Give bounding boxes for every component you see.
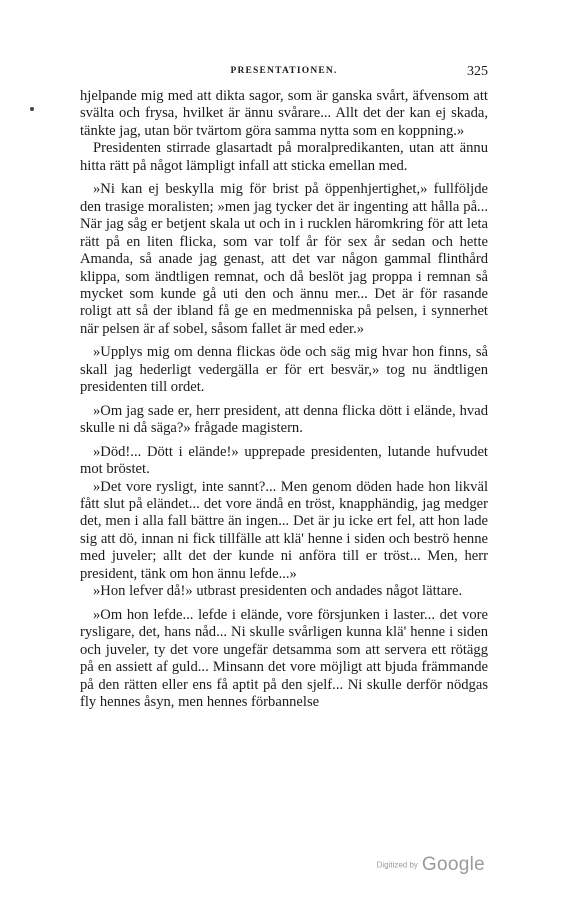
running-head [80, 64, 488, 84]
digitized-label: Digitized by [376, 860, 418, 870]
body-text [80, 88, 488, 711]
digitized-by-watermark [377, 854, 485, 876]
paragraph-president-stares: Presidenten stirrade glasartadt på moralpredikanten, utan att ännu hitta rätt på något lämpligt infall att sticka emellan med. [80, 140, 488, 174]
paragraph-moralist-speech: »Ni kan ej beskylla mig för brist på öppenhjertighet,» fullföljde den trasige moralisten; »men jag tycker det är ingenting att hålla på... När jag såg er betjent skala ut och in i rucklen häromkring för att leta rätt på en liten flicka, som var tolf år för sex år sedan och hette Amanda, så anade jag genast, att det var någon gammal flinthård klippa, som ändtligen remnat, och då beslöt jag proppa i remnan så mycket som kunde gå uti den och ännu mer... Det är för rasande roligt att så der ibland få ge en medmenniska på pelsen, i synnerhet när pelsen är af sobel, såsom fallet är med eder.» [80, 181, 488, 337]
page-number: 325 [467, 64, 488, 79]
paragraph-president-asks: »Upplys mig om denna flickas öde och säg mig hvar hon finns, så skall jag hederligt vedergälla er för ert besvär,» tog nu ändtligen presidenten till ordet. [80, 344, 488, 396]
paragraph-she-lives: »Hon lefver då!» utbrast presidenten och andades något lättare. [93, 583, 463, 600]
paragraph-it-would-be-dreadful: »Det vore rysligt, inte sannt?... Men genom döden hade hon likväl fått slut på eländet... det vore ändå en tröst, knapphändig, jag medger det, men i alla fall bättre än ingen... Det är ju icke ert fel, att hon lade sig att dö, innan ni fick tillfälle att klä' henne i siden och beströ henne med juveler; allt det der kunde ni anföra till er tröst... Men, herr president, tänk om hon ännu lefde...» [80, 478, 488, 582]
google-logo: Google [421, 854, 485, 875]
paragraph-continuation: hjelpande mig med att dikta sagor, som är ganska svårt, äfvensom att svälta och frysa, hvilket är ännu svårare... Allt det der kan ej skada, tänkte jag, utan bör tvärtom göra samma nytta som en koppning.» [80, 88, 488, 139]
paragraph-if-she-lived: »Om hon lefde... lefde i elände, vore försjunken i laster... det vore rysligare, det, hans nåd... Ni skulle svårligen kunna klä' henne i siden och juveler, ty det vore ungefär detsamma som att servera ett rötägg på en assiett af guld... Minsann det vore möjligt att bjuda främmande på den rätten eller ens få aptit på den sjelf... Ni skulle derför nödgas fly hennes åsyn, men hennes förbannelse [80, 606, 488, 710]
paragraph-magister-question: »Om jag sade er, herr president, att denna flicka dött i elände, hvad skulle ni då säga?» frågade magistern. [80, 402, 488, 437]
margin-dot [30, 107, 34, 111]
running-title: PRESENTATIONEN. [230, 66, 338, 76]
paragraph-president-repeats: »Död!... Dött i elände!» upprepade presidenten, lutande hufvudet mot bröstet. [80, 443, 488, 478]
